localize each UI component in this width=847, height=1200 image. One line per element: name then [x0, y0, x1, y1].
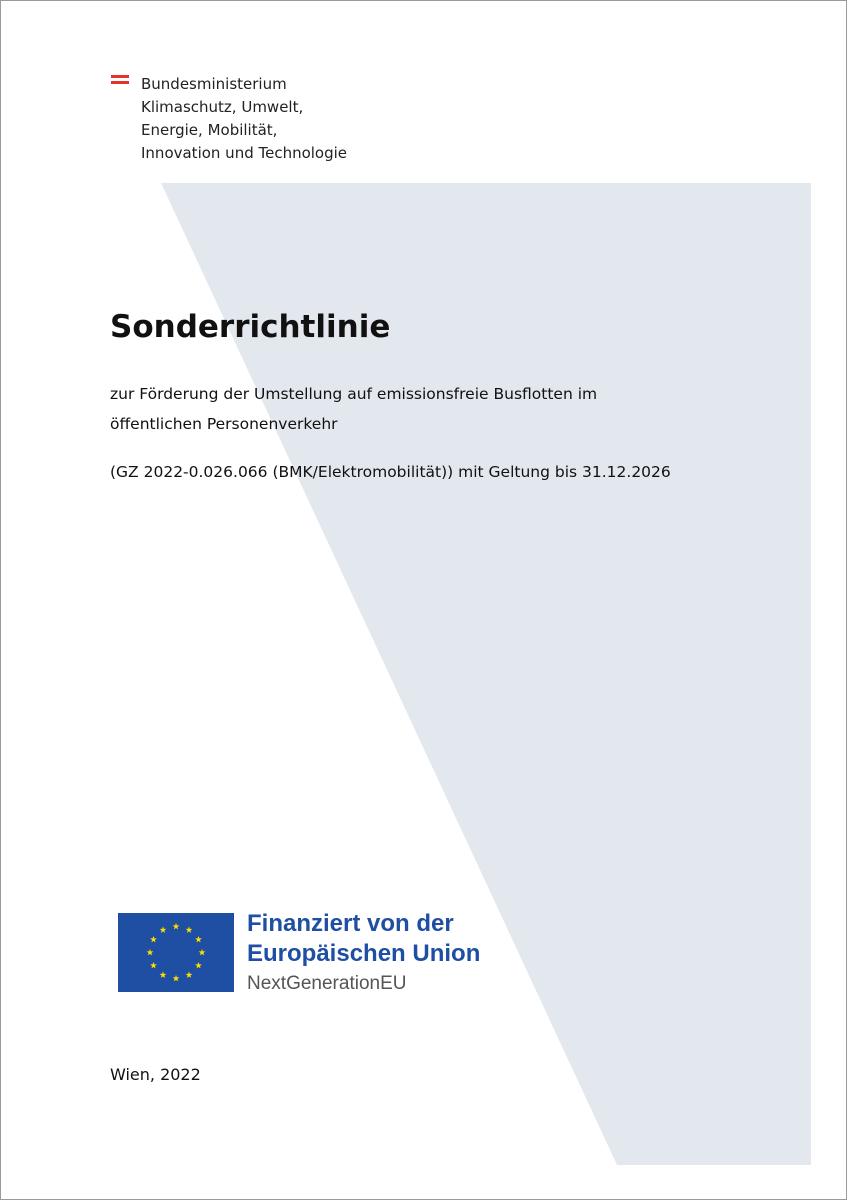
eu-funding-line-1: Finanziert von der [247, 910, 454, 937]
ministry-name [141, 73, 347, 165]
subtitle-line-2: öffentlichen Personenverkehr [110, 415, 338, 433]
eu-program-name: NextGenerationEU [247, 973, 407, 994]
ministry-line-4: Innovation und Technologie [141, 144, 348, 162]
eu-flag-icon [118, 913, 234, 992]
austria-flag-icon [111, 73, 131, 83]
eu-funding-text [247, 909, 480, 999]
document-subtitle [110, 379, 730, 439]
background-decor-shape [1, 1, 847, 1200]
subtitle-line-1: zur Förderung der Umstellung auf emissionsfreie Busflotten im [110, 385, 598, 403]
ministry-line-1: Bundesministerium [141, 75, 287, 93]
place-and-date: Wien, 2022 [110, 1065, 201, 1084]
flag-stripe-bottom [111, 81, 129, 84]
document-title: Sonderrichtlinie [110, 309, 391, 345]
ministry-line-3: Energie, Mobilität, [141, 121, 278, 139]
ministry-line-2: Klimaschutz, Umwelt, [141, 98, 304, 116]
eu-funding-notice [118, 909, 518, 999]
flag-stripe-top [111, 75, 129, 78]
eu-funding-line-2: Europäischen Union [247, 940, 481, 967]
document-reference: (GZ 2022-0.026.066 (BMK/Elektromobilität)) mit Geltung bis 31.12.2026 [110, 463, 671, 481]
